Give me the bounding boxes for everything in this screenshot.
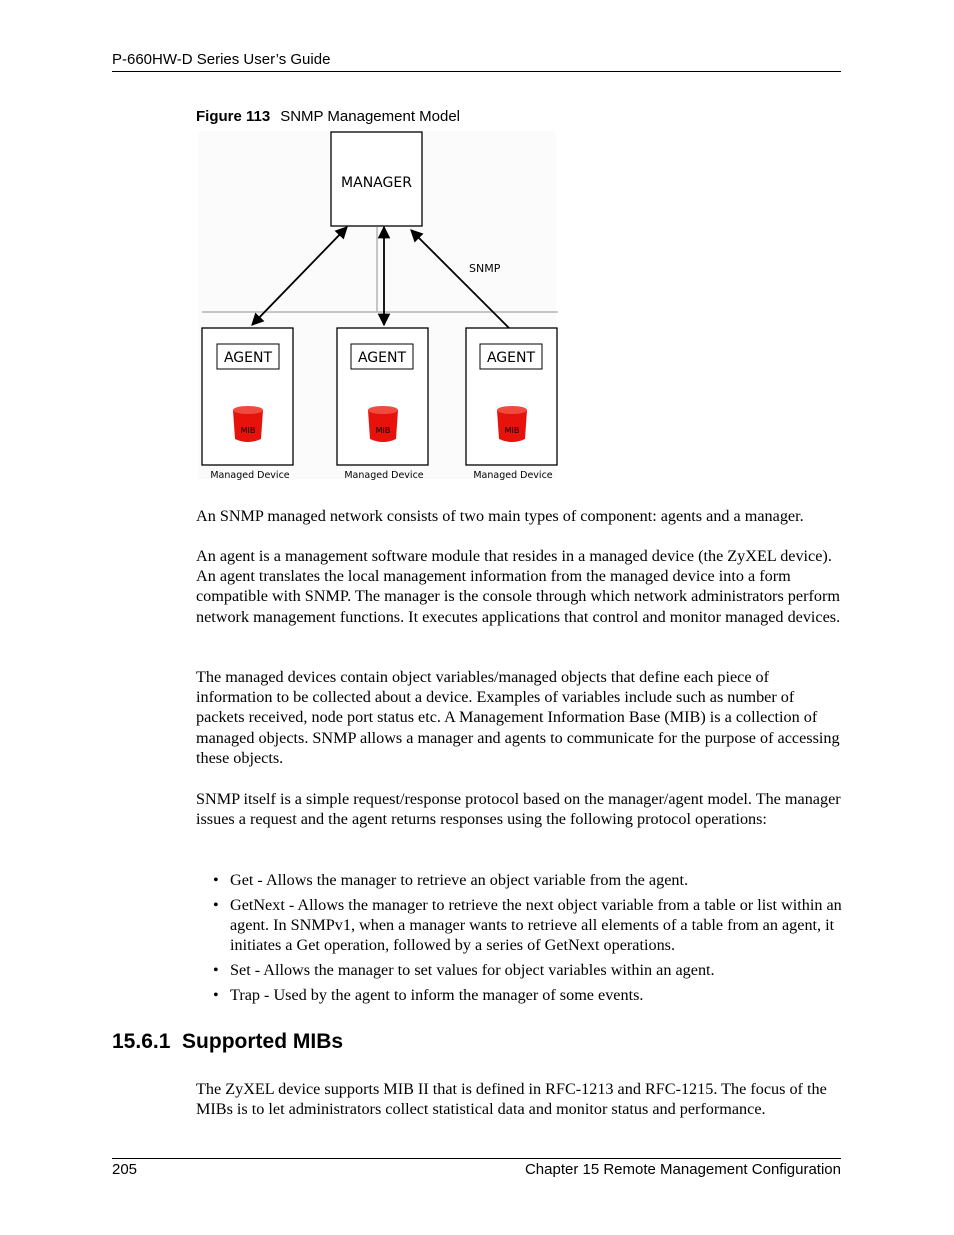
bullet-icon: • xyxy=(213,986,219,1005)
mib-label-3: MIB xyxy=(504,426,520,435)
device-label-2: Managed Device xyxy=(344,470,424,481)
section-heading: 15.6.1 Supported MIBs xyxy=(112,1030,344,1053)
agent-label-2: AGENT xyxy=(357,350,407,366)
managed-device-2 xyxy=(337,328,428,481)
mib-database-icon xyxy=(497,406,527,442)
device-label-3: Managed Device xyxy=(473,470,553,481)
list-item xyxy=(196,960,844,980)
paragraph-network-components: An SNMP managed network consists of two main types of component: agents and a manager. xyxy=(196,507,804,525)
bullet-icon: • xyxy=(213,871,219,889)
bullet-icon: • xyxy=(213,896,219,914)
mib-database-icon xyxy=(233,406,263,442)
operations-list xyxy=(196,870,844,1010)
mib-label-2: MIB xyxy=(375,426,391,435)
page-number: 205 xyxy=(112,1161,138,1178)
paragraph-protocol-operations: SNMP itself is a simple request/response protocol based on the manager/agent model. The manager issues a request and the agent returns responses using the following protocol operations: xyxy=(196,790,841,829)
operation-trap: Trap - Used by the agent to inform the manager of some events. xyxy=(230,986,644,1005)
snmp-management-diagram xyxy=(196,127,564,487)
operation-get: Get - Allows the manager to retrieve an object variable from the agent. xyxy=(230,871,689,889)
bullet-icon: • xyxy=(213,961,219,980)
mib-database-icon xyxy=(368,406,398,442)
operation-getnext: GetNext - Allows the manager to retrieve the next object variable from a table or list within an agent. In SNMPv1, when a manager wants to retrieve all elements of a table from an agent, it initiates a Get operation, followed by a series of GetNext operations. xyxy=(230,896,842,955)
device-label-1: Managed Device xyxy=(210,470,290,481)
paragraph-managed-objects: The managed devices contain object variables/managed objects that define each piece of information to be collected about a device. Examples of variables include such as number of packets received, node port status etc. A Management Information Base (MIB) is a collection of managed objects. SNMP allows a manager and agents to communicate for the purpose of accessing these objects. xyxy=(196,668,840,767)
paragraph-supported-mibs: The ZyXEL device supports MIB II that is defined in RFC-1213 and RFC-1215. The focus of the MIBs is to let administrators collect statistical data and monitor status and performance. xyxy=(196,1080,827,1119)
page-header-title: P-660HW-D Series User’s Guide xyxy=(112,51,331,68)
footer-chapter-title: Chapter 15 Remote Management Configuration xyxy=(524,1161,841,1178)
snmp-label: SNMP xyxy=(469,262,501,275)
figure-caption xyxy=(196,108,460,125)
header-divider xyxy=(112,71,841,72)
agent-label-3: AGENT xyxy=(486,350,536,366)
list-item xyxy=(196,985,844,1005)
paragraph-agent-description: An agent is a management software module that resides in a managed device (the ZyXEL device). An agent translates the local management information from the managed device into a form compatible with SNMP. The manager is the console through which network administrators perform network management functions. It executes applications that control and monitor managed devices. xyxy=(196,547,841,626)
managed-device-3 xyxy=(466,328,557,481)
manager-node xyxy=(331,132,422,226)
figure-number: Figure 113 xyxy=(196,108,271,125)
list-item xyxy=(196,870,844,890)
managed-device-1 xyxy=(202,328,293,481)
agent-label-1: AGENT xyxy=(223,350,273,366)
figure-title: SNMP Management Model xyxy=(280,108,461,125)
list-item xyxy=(196,895,844,956)
manager-label: MANAGER xyxy=(341,175,412,191)
operation-set: Set - Allows the manager to set values for object variables within an agent. xyxy=(230,961,715,980)
mib-label-1: MIB xyxy=(240,426,256,435)
footer-divider xyxy=(112,1158,841,1159)
